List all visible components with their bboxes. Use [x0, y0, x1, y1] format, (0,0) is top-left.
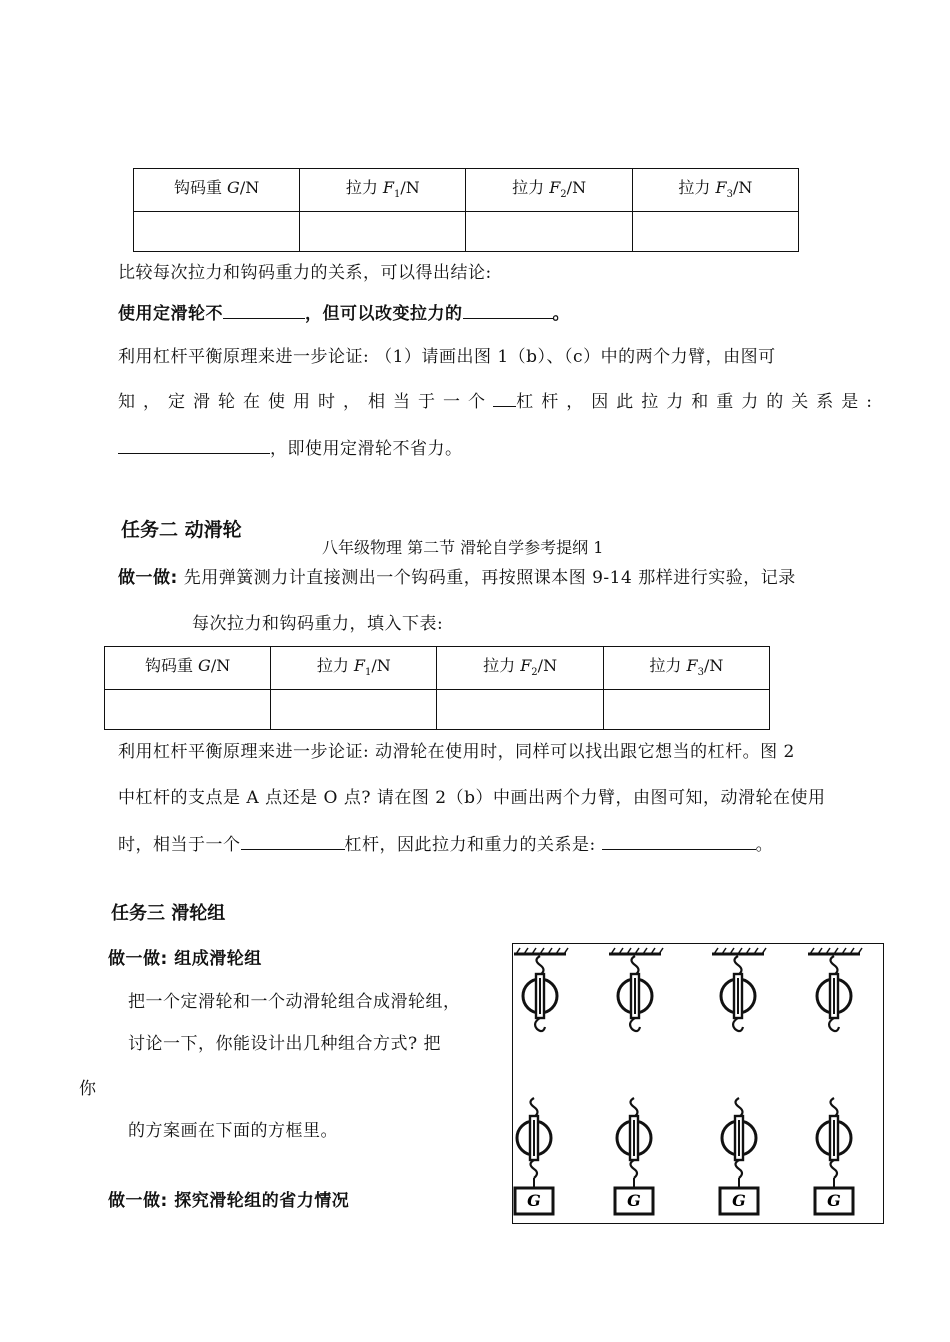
- table-header-row: [134, 169, 799, 212]
- header-weight: 钩码重 G/N: [134, 169, 300, 212]
- task3-p3: 你: [79, 1079, 97, 1099]
- task2-do-2: 每次拉力和钩码重力，填入下表:: [192, 614, 444, 634]
- conclusion-part-b: ，但可以改变拉力的: [305, 304, 463, 324]
- table-cell[interactable]: [134, 212, 300, 252]
- lever-line-3: [118, 434, 463, 459]
- pulley-set-1: [514, 948, 568, 1214]
- weight-label: G: [827, 1191, 841, 1210]
- table-cell[interactable]: [437, 690, 603, 730]
- table-cell[interactable]: [632, 212, 798, 252]
- header-weight: 钩码重 G/N: [105, 647, 271, 690]
- lever-line-2: [118, 387, 880, 412]
- task3-p2: 讨论一下，你能设计出几种组合方式? 把: [128, 1034, 442, 1054]
- data-table-2: [104, 646, 770, 730]
- conclusion-part-a: 使用定滑轮不: [118, 304, 223, 324]
- conclusion-blank-1[interactable]: [223, 303, 305, 319]
- table-cell[interactable]: [603, 690, 769, 730]
- pulley-figure: [513, 944, 882, 1222]
- pulley-set-4: [808, 948, 862, 1214]
- sec2-line-3: [118, 830, 773, 855]
- page-header: 八年级物理 第二节 滑轮自学参考提纲 1: [322, 538, 604, 557]
- header-f2: 拉力 $F_2/N$: [437, 647, 603, 690]
- relation-blank-2[interactable]: [602, 834, 756, 850]
- lever-line-3-text: ，即使用定滑轮不省力。: [270, 439, 463, 459]
- sec2-line-3-c: 。: [755, 835, 774, 855]
- table-cell[interactable]: [466, 212, 632, 252]
- lever-line-1: 利用杠杆平衡原理来进一步论证: （1）请画出图 1（b）、（c）中的两个力臂，由图可: [118, 347, 776, 367]
- table-row: [105, 690, 770, 730]
- lever-type-blank[interactable]: [493, 391, 516, 407]
- table-cell[interactable]: [300, 212, 466, 252]
- do-text: 先用弹簧测力计直接测出一个钩码重，再按照课本图 9-14 那样进行实验，记录: [177, 568, 796, 588]
- compare-text: 比较每次拉力和钩码重力的关系，可以得出结论:: [118, 263, 492, 283]
- table-cell[interactable]: [271, 690, 437, 730]
- header-f1: 拉力 $F_1/N$: [300, 169, 466, 212]
- pulley-figure-frame: [512, 943, 884, 1224]
- do-label: 做一做:: [118, 568, 178, 588]
- pulley-set-3: [712, 948, 766, 1214]
- weight-label: G: [732, 1191, 746, 1210]
- conclusion-line: [118, 299, 570, 324]
- lever-line-2-b: 杠杆，因此拉力和重力的关系是:: [516, 392, 880, 412]
- task2-do: [118, 563, 796, 588]
- task3-p4: 的方案画在下面的方框里。: [128, 1121, 338, 1141]
- pulley-set-2: [609, 948, 663, 1214]
- sec2-line-3-b: 杠杆，因此拉力和重力的关系是:: [344, 835, 596, 855]
- weight-label: G: [527, 1191, 541, 1210]
- sec2-line-2: 中杠杆的支点是 A 点还是 O 点? 请在图 2（b）中画出两个力臂，由图可知，动滑轮在使用: [118, 788, 826, 808]
- header-f1: 拉力 $F_1/N$: [271, 647, 437, 690]
- lever-line-2-a: 知，定滑轮在使用时，相当于一个: [118, 392, 493, 412]
- weight-label: G: [627, 1191, 641, 1210]
- header-f3: 拉力 $F_3/N$: [632, 169, 798, 212]
- sec2-line-1: 利用杠杆平衡原理来进一步论证: 动滑轮在使用时，同样可以找出跟它想当的杠杆。图 2: [118, 742, 795, 762]
- task3-do-2: 做一做: 探究滑轮组的省力情况: [108, 1191, 350, 1211]
- task2-title: 任务二 动滑轮: [121, 519, 242, 541]
- table-row: [134, 212, 799, 252]
- task3-title: 任务三 滑轮组: [111, 903, 226, 924]
- header-f3: 拉力 $F_3/N$: [603, 647, 769, 690]
- conclusion-blank-2[interactable]: [463, 303, 553, 319]
- task3-p1: 把一个定滑轮和一个动滑轮组合成滑轮组，: [128, 992, 461, 1012]
- relation-blank-1[interactable]: [118, 438, 270, 454]
- sec2-line-3-a: 时，相当于一个: [118, 835, 241, 855]
- task3-do-1: 做一做: 组成滑轮组: [108, 949, 262, 969]
- table-header-row: [105, 647, 770, 690]
- data-table-1: [133, 168, 799, 252]
- header-f2: 拉力 $F_2/N$: [466, 169, 632, 212]
- lever-type-blank-2[interactable]: [241, 834, 345, 850]
- conclusion-part-c: 。: [552, 304, 570, 324]
- table-cell[interactable]: [105, 690, 271, 730]
